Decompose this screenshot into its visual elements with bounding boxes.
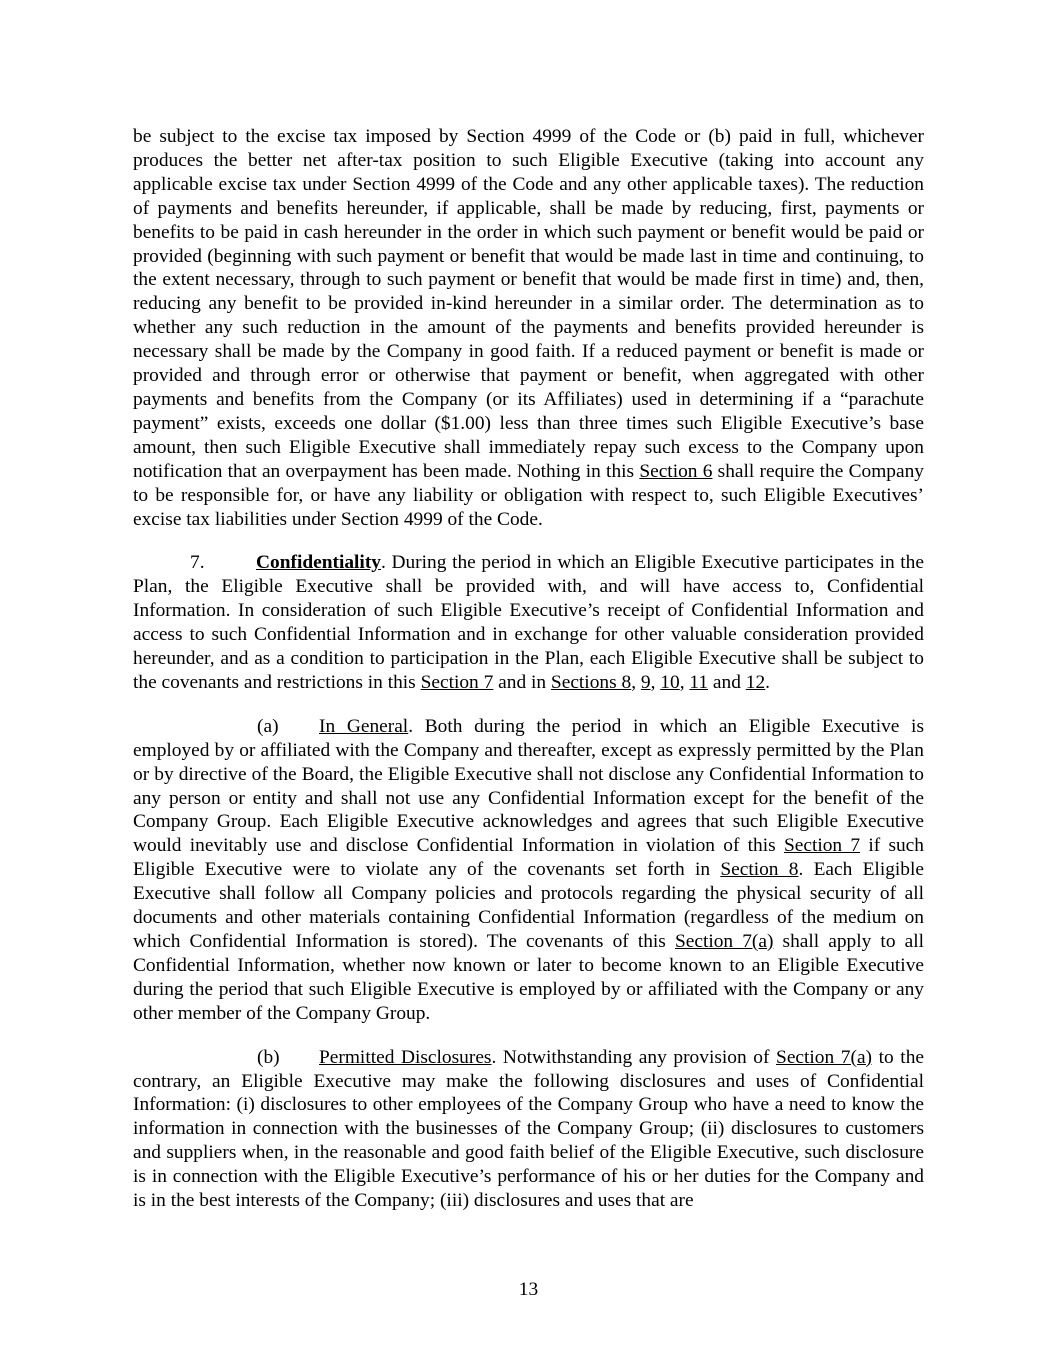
page-number: 13 [518, 1279, 539, 1300]
paragraph-text: . Both during the period in which an Eligible Executive is employed by or affiliated with the Company and thereafter, except as expressly permitted by the Plan or by directive of the Board, the Eligible Executive shall not disclose any Confidential Information to any person or entity and shall not use any Confidential Information except for the benefit of the Company Group. Each Eligible Executive acknowledges and agrees that such Eligible Executive would inevitably use and disclose Confidential Information in violation of this [133, 715, 924, 857]
separator: and [708, 671, 746, 693]
paragraph-text: . Notwithstanding any provision of [491, 1046, 777, 1068]
paragraph-text: . During the period in which an Eligible Executive participates in the Plan, the Eligible Executive shall be provided with, and will have access to, Confidential Information. In consideration of such Eligible Executive’s receipt of Confidential Information and access to such Confidential Information and in exchange for other valuable consideration provided hereunder, and as a condition to participation in the Plan, each Eligible Executive shall be subject to the covenants and restrictions in this [133, 552, 924, 693]
paragraph-text: to the contrary, an Eligible Executive may make the following disclosures and uses of Confidential Information: (i) disclosures to other employees of the Company Group who have a need to know the information in connection with the businesses of the Company Group; (ii) disclosures to customers and suppliers when, in the reasonable and good faith belief of the Eligible Executive, such disclosure is in connection with the Eligible Executive’s performance of his or her duties for the Company and is in the best interests of the Company; (iii) disclosures and uses that are [133, 1046, 924, 1212]
section-7b-permitted-disclosures [133, 1046, 924, 1213]
paragraph-text: if such Eligible Executive were to violate any of the covenants set forth in [133, 835, 924, 881]
separator: , [679, 671, 690, 693]
sections-8-reference: Sections 8 [550, 671, 632, 693]
section-9-reference: 9 [640, 671, 651, 693]
section-8-reference: Section 8 [720, 859, 799, 881]
subsection-label: (b) [257, 1046, 280, 1068]
paragraph-text: and in [493, 671, 551, 693]
section-7a-reference: Section 7(a) [776, 1046, 873, 1068]
section-12-reference: 12 [745, 671, 766, 693]
paragraph-excise-tax-continuation [133, 125, 924, 531]
section-10-reference: 10 [660, 671, 680, 693]
document-page [133, 125, 924, 1233]
section-11-reference: 11 [689, 671, 709, 693]
section-number: 7. [190, 552, 205, 574]
paragraph-text: shall apply to all Confidential Information, whether now known or later to become known to an Eligible Executive during the period that such Eligible Executive is employed by or affiliated with the Company or any other member of the Company Group. [133, 931, 924, 1024]
subsection-heading: In General [319, 715, 409, 737]
section-7-reference: Section 7 [783, 835, 861, 857]
subsection-heading: Permitted Disclosures [319, 1046, 492, 1068]
section-7a-in-general [133, 715, 924, 1026]
paragraph-text: . Each Eligible Executive shall follow all Company policies and protocols regarding the physical security of all documents and other materials containing Confidential Information (regardless of the medium on which Confidential Information is stored). The covenants of this [133, 859, 924, 952]
paragraph-end: . [765, 671, 771, 693]
paragraph-text: be subject to the excise tax imposed by Section 4999 of the Code or (b) paid in full, whichever produces the better net after-tax position to such Eligible Executive (taking into account any applicable excise tax under Section 4999 of the Code and any other applicable taxes). The reduction of payments and benefits hereunder, if applicable, shall be made by reducing, first, payments or benefits to be paid in cash hereunder in the order in which such payment or benefit would be paid or provided (beginning with such payment or benefit that would be made last in time and continuing, to the extent necessary, through to such payment or benefit that would be made first in time) and, then, reducing any benefit to be provided in-kind hereunder in a similar order. The determination as to whether any such reduction in the amount of the payments and benefits provided hereunder is necessary shall be made by the Company in good faith. If a reduced payment or benefit is made or provided and through error or otherwise that payment or benefit, when aggregated with other payments and benefits from the Company (or its Affiliates) used in determining if a “parachute payment” exists, exceeds one dollar ($1.00) less than three times such Eligible Executive’s base amount, then such Eligible Executive shall immediately repay such excess to the Company upon notification that an overpayment has been made. Nothing in this [133, 126, 924, 482]
separator: , [631, 671, 641, 693]
section-heading: Confidentiality [256, 552, 381, 574]
subsection-label: (a) [257, 715, 279, 737]
section-7a-reference: Section 7(a) [674, 931, 774, 952]
section-6-reference: Section 6 [639, 460, 713, 482]
paragraph-text: shall require the Company to be responsible for, or have any liability or obligation with respect to, such Eligible Executives’ excise tax liabilities under Section 4999 of the Code. [133, 460, 924, 530]
separator: , [650, 671, 661, 693]
section-7-confidentiality [133, 551, 924, 694]
section-7-reference: Section 7 [420, 671, 494, 693]
